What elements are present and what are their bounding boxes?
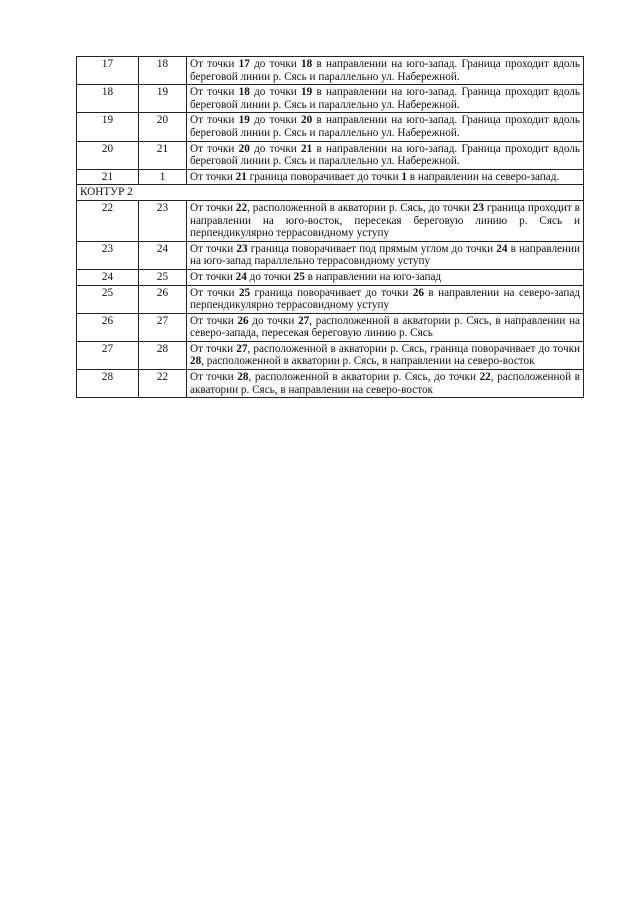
description-text: до точки <box>248 314 299 327</box>
description-text: От точки <box>190 114 239 127</box>
description-text: в направлении на юго-запад. Граница проходит вдоль береговой линии р. Сясь и параллельно ул. Набережной. <box>190 142 580 168</box>
from-point-cell: 24 <box>77 269 139 285</box>
description-cell <box>187 341 584 369</box>
from-point-cell: 27 <box>77 341 139 369</box>
table-row <box>77 57 584 85</box>
boundary-description-table <box>76 56 584 398</box>
description-text: , расположенной в акватории р. Сясь, до точки <box>247 201 473 214</box>
to-point-cell: 19 <box>139 85 187 113</box>
point-number: 23 <box>472 201 484 214</box>
description-text: От точки <box>190 201 236 214</box>
to-point-cell: 1 <box>139 169 187 185</box>
point-number: 27 <box>298 314 310 327</box>
description-text: От точки <box>190 86 239 99</box>
description-text: От точки <box>190 142 239 155</box>
table-row <box>77 141 584 169</box>
point-number: 23 <box>236 242 248 255</box>
description-text: в направлении на северо-запад перпендикулярно террасовидному уступу <box>190 286 581 312</box>
to-point-cell: 28 <box>139 341 187 369</box>
from-point-cell: 25 <box>77 285 139 313</box>
point-number: 25 <box>293 270 305 283</box>
description-cell <box>187 85 584 113</box>
description-cell <box>187 57 584 85</box>
point-number: 24 <box>496 242 508 255</box>
from-point-cell: 19 <box>77 113 139 141</box>
description-cell <box>187 370 584 398</box>
description-text: до точки <box>249 114 302 127</box>
table-body <box>77 57 584 398</box>
description-text: в направлении на юго-запад <box>304 270 442 283</box>
from-point-cell: 22 <box>77 200 139 241</box>
table-row <box>77 169 584 185</box>
description-text: От точки <box>190 170 236 183</box>
description-cell <box>187 141 584 169</box>
point-number: 28 <box>237 371 249 384</box>
description-text: до точки <box>249 142 302 155</box>
description-cell <box>187 169 584 185</box>
point-number: 18 <box>238 86 250 99</box>
description-text: до точки <box>249 86 302 99</box>
point-number: 22 <box>235 201 248 214</box>
to-point-cell: 23 <box>139 200 187 241</box>
description-cell <box>187 113 584 141</box>
table-row <box>77 370 584 398</box>
to-point-cell: 27 <box>139 313 187 341</box>
contour-header-row <box>77 185 584 201</box>
description-text: От точки <box>190 270 236 283</box>
description-cell <box>187 269 584 285</box>
point-number: 22 <box>479 371 491 384</box>
point-number: 19 <box>301 86 313 99</box>
table-row <box>77 269 584 285</box>
table-row <box>77 85 584 113</box>
point-number: 17 <box>238 58 250 70</box>
point-number: 20 <box>301 114 313 127</box>
to-point-cell: 24 <box>139 241 187 269</box>
description-text: От точки <box>190 58 239 70</box>
description-text: в направлении на юго-запад. Граница проходит вдоль береговой линии р. Сясь и параллельно ул. Набережной. <box>190 86 580 111</box>
description-cell <box>187 200 584 241</box>
description-text: От точки <box>190 371 238 384</box>
point-number: 20 <box>238 142 250 155</box>
from-point-cell: 20 <box>77 141 139 169</box>
point-number: 18 <box>301 58 313 70</box>
table-row <box>77 285 584 313</box>
point-number: 28 <box>190 355 202 368</box>
description-text: , расположенной в акватории р. Сясь, граница поворачивает до точки <box>247 342 580 355</box>
from-point-cell: 28 <box>77 370 139 398</box>
description-text: граница поворачивает до точки <box>250 286 413 299</box>
to-point-cell: 21 <box>139 141 187 169</box>
from-point-cell: 26 <box>77 313 139 341</box>
point-number: 26 <box>237 314 249 327</box>
description-text: От точки <box>190 342 237 355</box>
from-point-cell: 21 <box>77 169 139 185</box>
description-cell <box>187 285 584 313</box>
from-point-cell: 17 <box>77 57 139 85</box>
description-cell <box>187 313 584 341</box>
description-text: От точки <box>190 314 238 327</box>
to-point-cell: 20 <box>139 113 187 141</box>
table-row <box>77 200 584 241</box>
table-row <box>77 241 584 269</box>
description-text: в направлении на юго-запад. Граница проходит вдоль береговой линии р. Сясь и параллельно ул. Набережной. <box>190 58 580 83</box>
description-text: в направлении на юго-запад. Граница проходит вдоль береговой линии р. Сясь и параллельно ул. Набережной. <box>190 114 580 139</box>
point-number: 25 <box>238 286 251 299</box>
point-number: 24 <box>235 270 247 283</box>
description-text: граница поворачивает под прямым углом до точки <box>247 242 497 255</box>
to-point-cell: 22 <box>139 370 187 398</box>
description-text: От точки <box>190 242 237 255</box>
description-text: , расположенной в акватории р. Сясь, в направлении на северо-восток <box>201 355 535 368</box>
point-number: 1 <box>401 170 407 183</box>
to-point-cell: 26 <box>139 285 187 313</box>
description-text: От точки <box>190 286 239 299</box>
from-point-cell: 23 <box>77 241 139 269</box>
description-text: , расположенной в акватории р. Сясь, в направлении на северо-восток <box>190 371 580 396</box>
description-text: граница поворачивает до точки <box>246 170 402 183</box>
description-text: , расположенной в акватории р. Сясь, до точки <box>248 371 480 384</box>
point-number: 21 <box>235 170 247 183</box>
description-text: в направлении на северо-запад. <box>406 170 560 183</box>
point-number: 19 <box>238 114 250 127</box>
table-row <box>77 341 584 369</box>
to-point-cell: 25 <box>139 269 187 285</box>
description-text: в направлении на юго-запад параллельно террасовидному уступу <box>190 242 580 268</box>
description-text: до точки <box>246 270 294 283</box>
table-row <box>77 313 584 341</box>
description-cell <box>187 241 584 269</box>
point-number: 26 <box>412 286 424 299</box>
from-point-cell: 18 <box>77 85 139 113</box>
to-point-cell: 18 <box>139 57 187 85</box>
contour-label: КОНТУР 2 <box>77 185 584 201</box>
point-number: 27 <box>236 342 248 355</box>
description-text: , расположенной в акватории р. Сясь, в направлении на северо-запада, пересекая береговую линию р. Сясь <box>190 314 580 340</box>
point-number: 21 <box>301 142 313 155</box>
description-text: до точки <box>249 58 302 70</box>
table-row <box>77 113 584 141</box>
description-text: граница проходит в направлении на юго-восток, пересекая береговую линию р. Сясь и перпендикулярно террасовидному уступу <box>190 201 580 240</box>
